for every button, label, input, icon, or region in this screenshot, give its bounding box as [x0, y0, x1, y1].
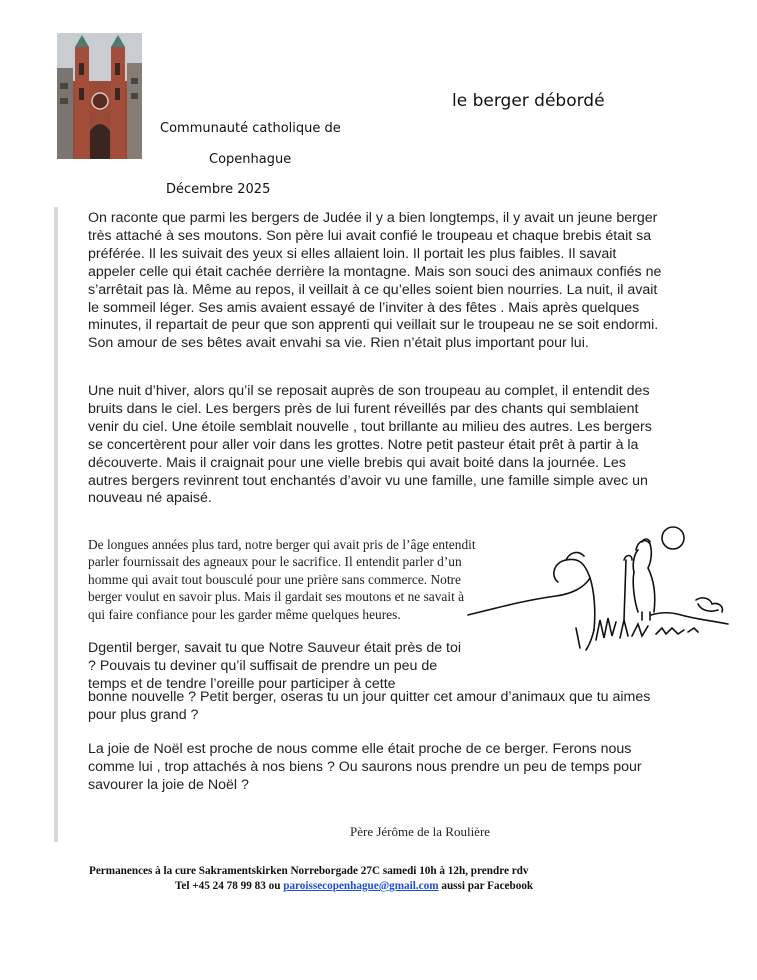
shepherd-sheep-illustration [466, 520, 734, 655]
footer-contact [175, 880, 533, 892]
paragraph-3-part-a: Dgentil berger, savait tu que Notre Sauveur était près de toi ? Pouvais tu deviner qu’il suffisait de prendre un peu de temps et de tendre l’oreille pour participer à cette [88, 640, 462, 692]
paragraph-4: La joie de Noël est proche de nous comme elle était proche de ce berger. Ferons nous comme lui , trop attachés à nos biens ? Ou saurons nous prendre un peu de temps pour savourer la joie de Noël ? [88, 741, 642, 793]
paragraph-1: On raconte que parmi les bergers de Judée il y a bien longtemps, il y avait un jeune berger très attaché à ses moutons. Son père lui avait confié le troupeau et chaque brebis était sa préférée. Il les suivait des yeux si elles allaient loin. Il portait les plus faibles. Il savait appeler celle qui était cachée derrière la montagne. Mais son souci des animaux confiés ne s’arrêtait pas là. Même au repos, il veillait à ce qu’elles soient bien nourries. La nuit, il avait le sommeil léger. Ses amis avaient essayé de l’inviter à des fêtes . Mais après quelques minutes, il repartait de peur que son apprenti qui veillait sur le troupeau ne se soit endormi. Son amour de ses bêtes avait envahi sa vie. Rien n’était plus important pour lui. [88, 210, 662, 352]
church-photo [57, 33, 142, 159]
signature: Père Jérôme de la Roulière [350, 824, 491, 839]
footer-permanences: Permanences à la cure Sakramentskirken Norreborgade 27C samedi 10h à 12h, prendre rdv [89, 865, 529, 877]
paragraph-2: Une nuit d’hiver, alors qu’il se reposait auprès de son troupeau au complet, il entendit des bruits dans le ciel. Les bergers près de lui furent réveillés par des chants qui semblaient venir du ciel. Une étoile semblait nouvelle , tout brillante au milieu des autres. Les bergers se concertèrent pour aller voir dans les grottes. Notre petit pasteur était prêt à partir à la découverte. Mais il craignait pour une vielle brebis qui avait boité dans la journée. Les autres bergers revinrent tout enchantés d’avoir vu une famille, une famille simple avec un nouveau né apaisé. [88, 383, 652, 507]
community-line-2: Copenhague [209, 152, 292, 167]
margin-bar [54, 207, 58, 842]
page-title: le berger débordé [452, 91, 605, 111]
footer-phone: Tel +45 24 78 99 83 ou [175, 880, 281, 892]
paragraph-3-part-b: bonne nouvelle ? Petit berger, oseras tu un jour quitter cet amour d’animaux que tu aimes pour plus grand ? [88, 689, 651, 723]
paragraph-3-serif: De longues années plus tard, notre berger qui avait pris de l’âge entendit parler fournissait des agneaux pour le sacrifice. Il entendit parler d’un homme qui avait tout bousculé pour une prière sans commerce. Notre berger voulut en savoir plus. Mais il gardait ses moutons et ne savait à qui faire confiance pour les garder même quelques heures. [88, 537, 476, 622]
issue-date: Décembre 2025 [166, 182, 271, 197]
footer-facebook: aussi par Facebook [441, 880, 534, 892]
community-line-1: Communauté catholique de [160, 121, 341, 136]
email-link[interactable]: paroissecopenhague@gmail.com [283, 880, 439, 892]
